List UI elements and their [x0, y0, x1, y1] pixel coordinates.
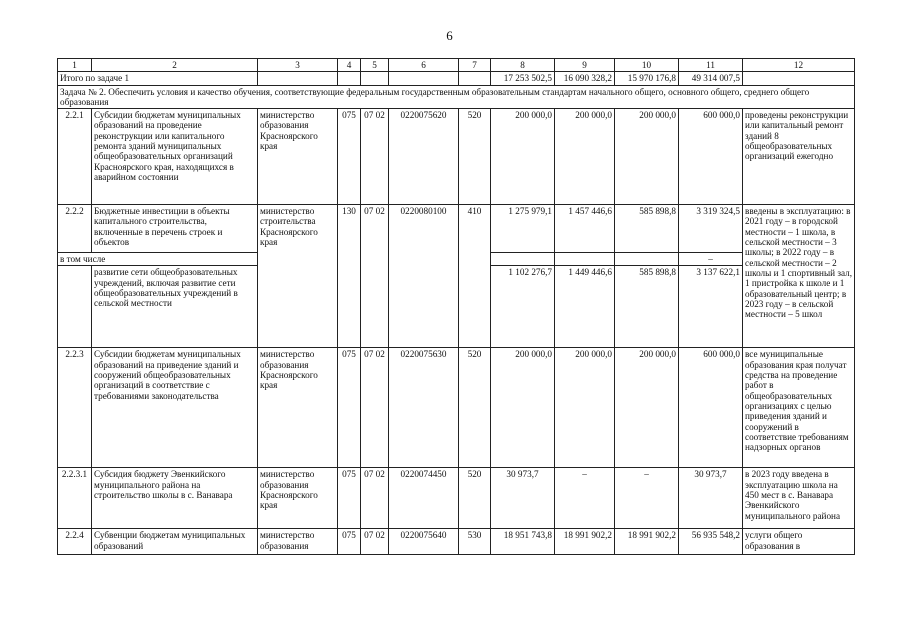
row-admin: министерство образования Красноярского края — [258, 348, 338, 468]
header-cell: 2 — [92, 59, 258, 72]
row-code: 0220075620 — [389, 109, 459, 205]
row-value: – — [555, 468, 615, 529]
row-code: 07 02 — [361, 109, 389, 205]
total-label: Итого по задаче 1 — [58, 72, 258, 85]
row-subname: развитие сети общеобразовательных учреждений, включая развитие сети общеобразовательных учреждений в сельской местности — [92, 266, 258, 348]
header-cell: 6 — [389, 59, 459, 72]
row-value: – — [615, 468, 679, 529]
row-code: 0220080100 — [389, 205, 459, 348]
row-admin: министерство образования Красноярского края — [258, 468, 338, 529]
total-row — [58, 72, 855, 85]
row-result: проведены реконструкции или капитальный ремонт зданий 8 общеобразовательных организаций ежегодно — [743, 109, 855, 205]
row-dash: – — [679, 253, 743, 266]
row-number: 2.2.3.1 — [58, 468, 92, 529]
row-value: 200 000,0 — [491, 348, 555, 468]
task-heading: Задача № 2. Обеспечить условия и качество обучения, соответствующие федеральным государственным образовательным стандартам начального общего, основного общего, среднего общего образования — [58, 85, 855, 109]
table-row — [58, 205, 855, 253]
row-name: Бюджетные инвестиции в объекты капитального строительства, включенные в перечень строек и объектов — [92, 205, 258, 253]
row-code: 07 02 — [361, 348, 389, 468]
row-code: 530 — [459, 529, 491, 555]
table-row — [58, 468, 855, 529]
row-code: 410 — [459, 205, 491, 348]
row-value: 1 102 276,7 — [491, 266, 555, 348]
row-value: 1 275 979,1 — [491, 205, 555, 253]
row-value: 600 000,0 — [679, 348, 743, 468]
header-cell: 3 — [258, 59, 338, 72]
total-value: 16 090 328,2 — [555, 72, 615, 85]
row-code: 075 — [338, 348, 361, 468]
row-value: 30 973,7 — [679, 468, 743, 529]
row-value: 18 991 902,2 — [615, 529, 679, 555]
row-value: 18 951 743,8 — [491, 529, 555, 555]
row-code: 07 02 — [361, 205, 389, 348]
row-value: 30 973,7 — [491, 468, 555, 529]
total-value: 17 253 502,5 — [491, 72, 555, 85]
row-value: 56 935 548,2 — [679, 529, 743, 555]
row-code: 0220075640 — [389, 529, 459, 555]
row-code: 07 02 — [361, 468, 389, 529]
header-cell: 4 — [338, 59, 361, 72]
row-value: 585 898,8 — [615, 266, 679, 348]
row-value: 585 898,8 — [615, 205, 679, 253]
row-code: 0220075630 — [389, 348, 459, 468]
header-cell: 8 — [491, 59, 555, 72]
row-admin: министерство образования — [258, 529, 338, 555]
table-row — [58, 529, 855, 555]
header-cell: 7 — [459, 59, 491, 72]
header-cell: 10 — [615, 59, 679, 72]
header-cell: 1 — [58, 59, 92, 72]
table-row — [58, 109, 855, 205]
row-number: 2.2.1 — [58, 109, 92, 205]
header-cell: 9 — [555, 59, 615, 72]
header-cell: 11 — [679, 59, 743, 72]
row-value: 3 319 324,5 — [679, 205, 743, 253]
row-name: Субсидии бюджетам муниципальных образований на приведение зданий и сооружений общеобразовательных организаций в соответствие с требованиями законодательства — [92, 348, 258, 468]
budget-table — [57, 58, 855, 555]
total-value: 49 314 007,5 — [679, 72, 743, 85]
row-value: 200 000,0 — [555, 348, 615, 468]
row-value: 200 000,0 — [615, 348, 679, 468]
row-admin: министерство образования Красноярского края — [258, 109, 338, 205]
row-name: Субсидии бюджетам муниципальных образований на проведение реконструкции или капитального ремонта зданий муниципальных общеобразовательных организаций Красноярского края, находящихся в аварийном состоянии — [92, 109, 258, 205]
row-value: 1 457 446,6 — [555, 205, 615, 253]
row-name: Субсидия бюджету Эвенкийского муниципального района на строительство школы в с. Ванавара — [92, 468, 258, 529]
row-value: 18 991 902,2 — [555, 529, 615, 555]
row-value: 200 000,0 — [555, 109, 615, 205]
table-row — [58, 348, 855, 468]
row-code: 520 — [459, 468, 491, 529]
row-number: 2.2.2 — [58, 205, 92, 253]
row-value: 600 000,0 — [679, 109, 743, 205]
row-value: 3 137 622,1 — [679, 266, 743, 348]
row-admin: министерство строительства Красноярского края — [258, 205, 338, 348]
row-name: Субвенции бюджетам муниципальных образований — [92, 529, 258, 555]
row-value: 1 449 446,6 — [555, 266, 615, 348]
row-code: 075 — [338, 529, 361, 555]
header-cell: 5 — [361, 59, 389, 72]
total-value: 15 970 176,8 — [615, 72, 679, 85]
row-code: 520 — [459, 109, 491, 205]
row-code: 130 — [338, 205, 361, 348]
row-value: 200 000,0 — [491, 109, 555, 205]
row-number: 2.2.3 — [58, 348, 92, 468]
page-number: 6 — [446, 28, 453, 43]
row-code: 520 — [459, 348, 491, 468]
row-code: 075 — [338, 468, 361, 529]
row-result: все муниципальные образования края получат средства на проведение работ в общеобразовательных организациях с целью приведения зданий и сооружений в соответствие требованиям надзорных органов — [743, 348, 855, 468]
task-heading-row — [58, 85, 855, 109]
row-code: 07 02 — [361, 529, 389, 555]
row-code: 0220074450 — [389, 468, 459, 529]
header-cell: 12 — [743, 59, 855, 72]
row-code: 075 — [338, 109, 361, 205]
row-result: услуги общего образования в — [743, 529, 855, 555]
in-total-label: в том числе — [58, 253, 258, 266]
row-number: 2.2.4 — [58, 529, 92, 555]
row-result: в 2023 году введена в эксплуатацию школа на 450 мест в с. Ванавара Эвенкийского муниципального района — [743, 468, 855, 529]
row-value: 200 000,0 — [615, 109, 679, 205]
header-row — [58, 59, 855, 72]
row-result: введены в эксплуатацию: в 2021 году – в городской местности – 1 школа, в сельской местности – 3 школы; в 2022 году – в сельской местности – 2 школы и 1 спортивный зал, 1 пристройка к школе и 1 образовательный центр; в 2023 году – в сельской местности – 5 школ — [743, 205, 855, 348]
